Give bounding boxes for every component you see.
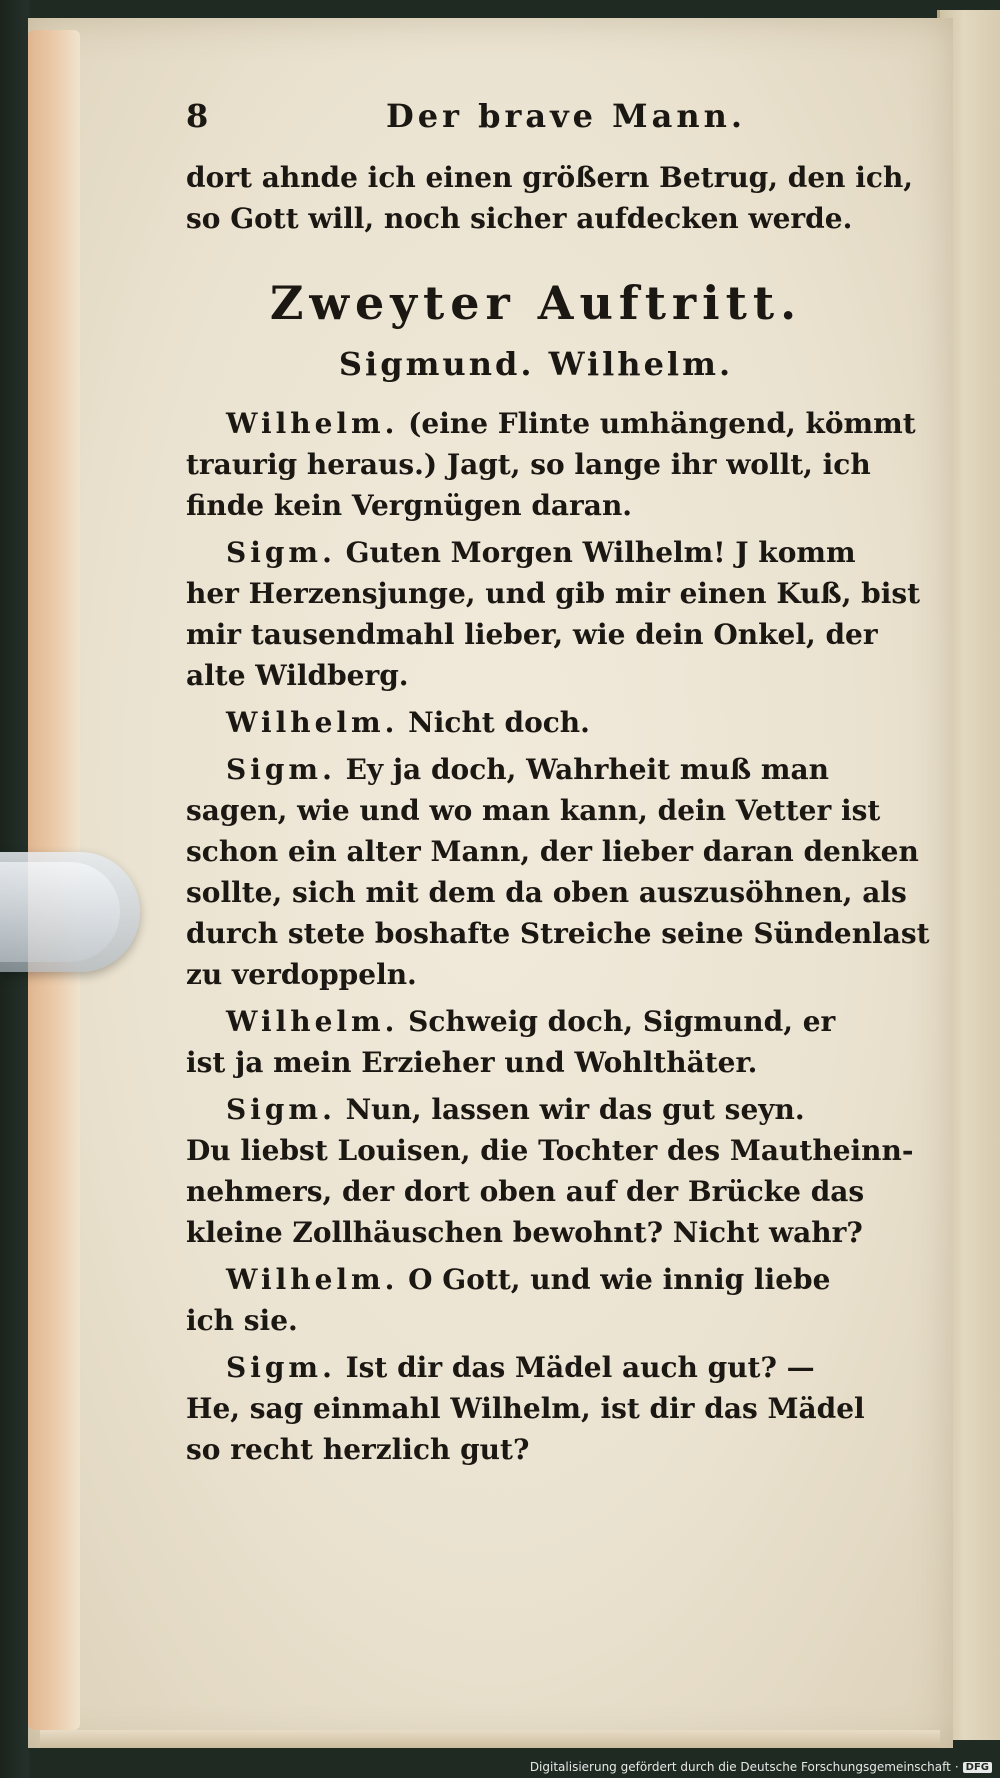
continuation-text (186, 157, 914, 239)
speaker-name: Wilhelm. (226, 407, 399, 440)
dialogue-line: (eine Flinte umhängend, kömmt (408, 407, 916, 440)
dfg-logo: DFG (963, 1762, 992, 1773)
speaker-name: Sigm. (226, 753, 336, 786)
dialogue-line: kleine Zollhäuschen bewohnt? Nicht wahr? (186, 1216, 863, 1249)
dialogue-line: her Herzensjunge, und gib mir einen Kuß, bist (186, 577, 921, 610)
dialogue-entry (186, 749, 930, 995)
page-bottom-edge (40, 1730, 940, 1748)
dialogue-line: Schweig doch, Sigmund, er (408, 1005, 836, 1038)
dialogue-line: durch stete boshafte Streiche seine Sündenlast (186, 917, 930, 950)
speaker-name: Sigm. (226, 1351, 336, 1384)
page-number: 8 (186, 97, 209, 135)
page-text (186, 96, 930, 1470)
dialogue-entry (186, 1089, 914, 1253)
dialogue-line: so recht herzlich gut? (186, 1433, 530, 1466)
speaker-name: Sigm. (226, 536, 336, 569)
page-header (186, 96, 886, 137)
speaker-name: Wilhelm. (226, 1263, 399, 1296)
dialogue-line: He, sag einmahl Wilhelm, ist dir das Mädel (186, 1392, 865, 1425)
dialogue-entry (186, 532, 921, 696)
dialogue-line: sagen, wie und wo man kann, dein Vetter ist (186, 794, 881, 827)
dialogue-entry (186, 1259, 886, 1341)
speaker-name: Wilhelm. (226, 1005, 399, 1038)
dialogue-line: Guten Morgen Wilhelm! J komm (345, 536, 856, 569)
dialogue-entry (186, 1347, 886, 1470)
dialogue-line: Ey ja doch, Wahrheit muß man (345, 753, 829, 786)
dialogue-line: sollte, sich mit dem da oben auszusöhnen, als (186, 876, 907, 909)
dialogue-line: Nun, lassen wir das gut seyn. (345, 1093, 805, 1126)
dialogue-line: Du liebst Louisen, die Tochter des Mautheinn- (186, 1134, 914, 1167)
speaker-name: Wilhelm. (226, 706, 399, 739)
dialogue-line: alte Wildberg. (186, 659, 409, 692)
scene-heading: Zweyter Auftritt. (269, 276, 803, 330)
page-clip-highlight (0, 862, 120, 962)
scene-persons: Sigmund. Wilhelm. (338, 345, 734, 383)
dialogue-line: schon ein alter Mann, der lieber daran denken (186, 835, 919, 868)
text-line: so Gott will, noch sicher aufdecken werde. (186, 202, 853, 235)
dialogue-line: Nicht doch. (408, 706, 590, 739)
dialogue-line: ich sie. (186, 1304, 298, 1337)
dialogue-line: finde kein Vergnügen daran. (186, 489, 633, 522)
dialogue-line: traurig heraus.) Jagt, so lange ihr wollt, ich (186, 448, 871, 481)
speaker-name: Sigm. (226, 1093, 336, 1126)
text-line: dort ahnde ich einen größern Betrug, den ich, (186, 161, 914, 194)
credit-text: Digitalisierung gefördert durch die Deutsche Forschungsgemeinschaft (529, 1760, 951, 1774)
dialogue-line: nehmers, der dort oben auf der Brücke das (186, 1175, 865, 1208)
digitization-credit: Digitalisierung gefördert durch die Deutsche Forschungsgemeinschaft · DFG (530, 1760, 992, 1774)
dialogue-line: mir tausendmahl lieber, wie dein Onkel, der (186, 618, 878, 651)
dialogue-line: zu verdoppeln. (186, 958, 417, 991)
dialogue-line: O Gott, und wie innig liebe (408, 1263, 831, 1296)
dialogue-line: Ist dir das Mädel auch gut? — (345, 1351, 815, 1384)
dialogue-line: ist ja mein Erzieher und Wohlthäter. (186, 1046, 758, 1079)
dialogue-entry (186, 403, 916, 526)
running-title: Der brave Mann. (386, 97, 746, 135)
dialogue-entry (186, 702, 886, 743)
dialogue-entry (186, 1001, 886, 1083)
